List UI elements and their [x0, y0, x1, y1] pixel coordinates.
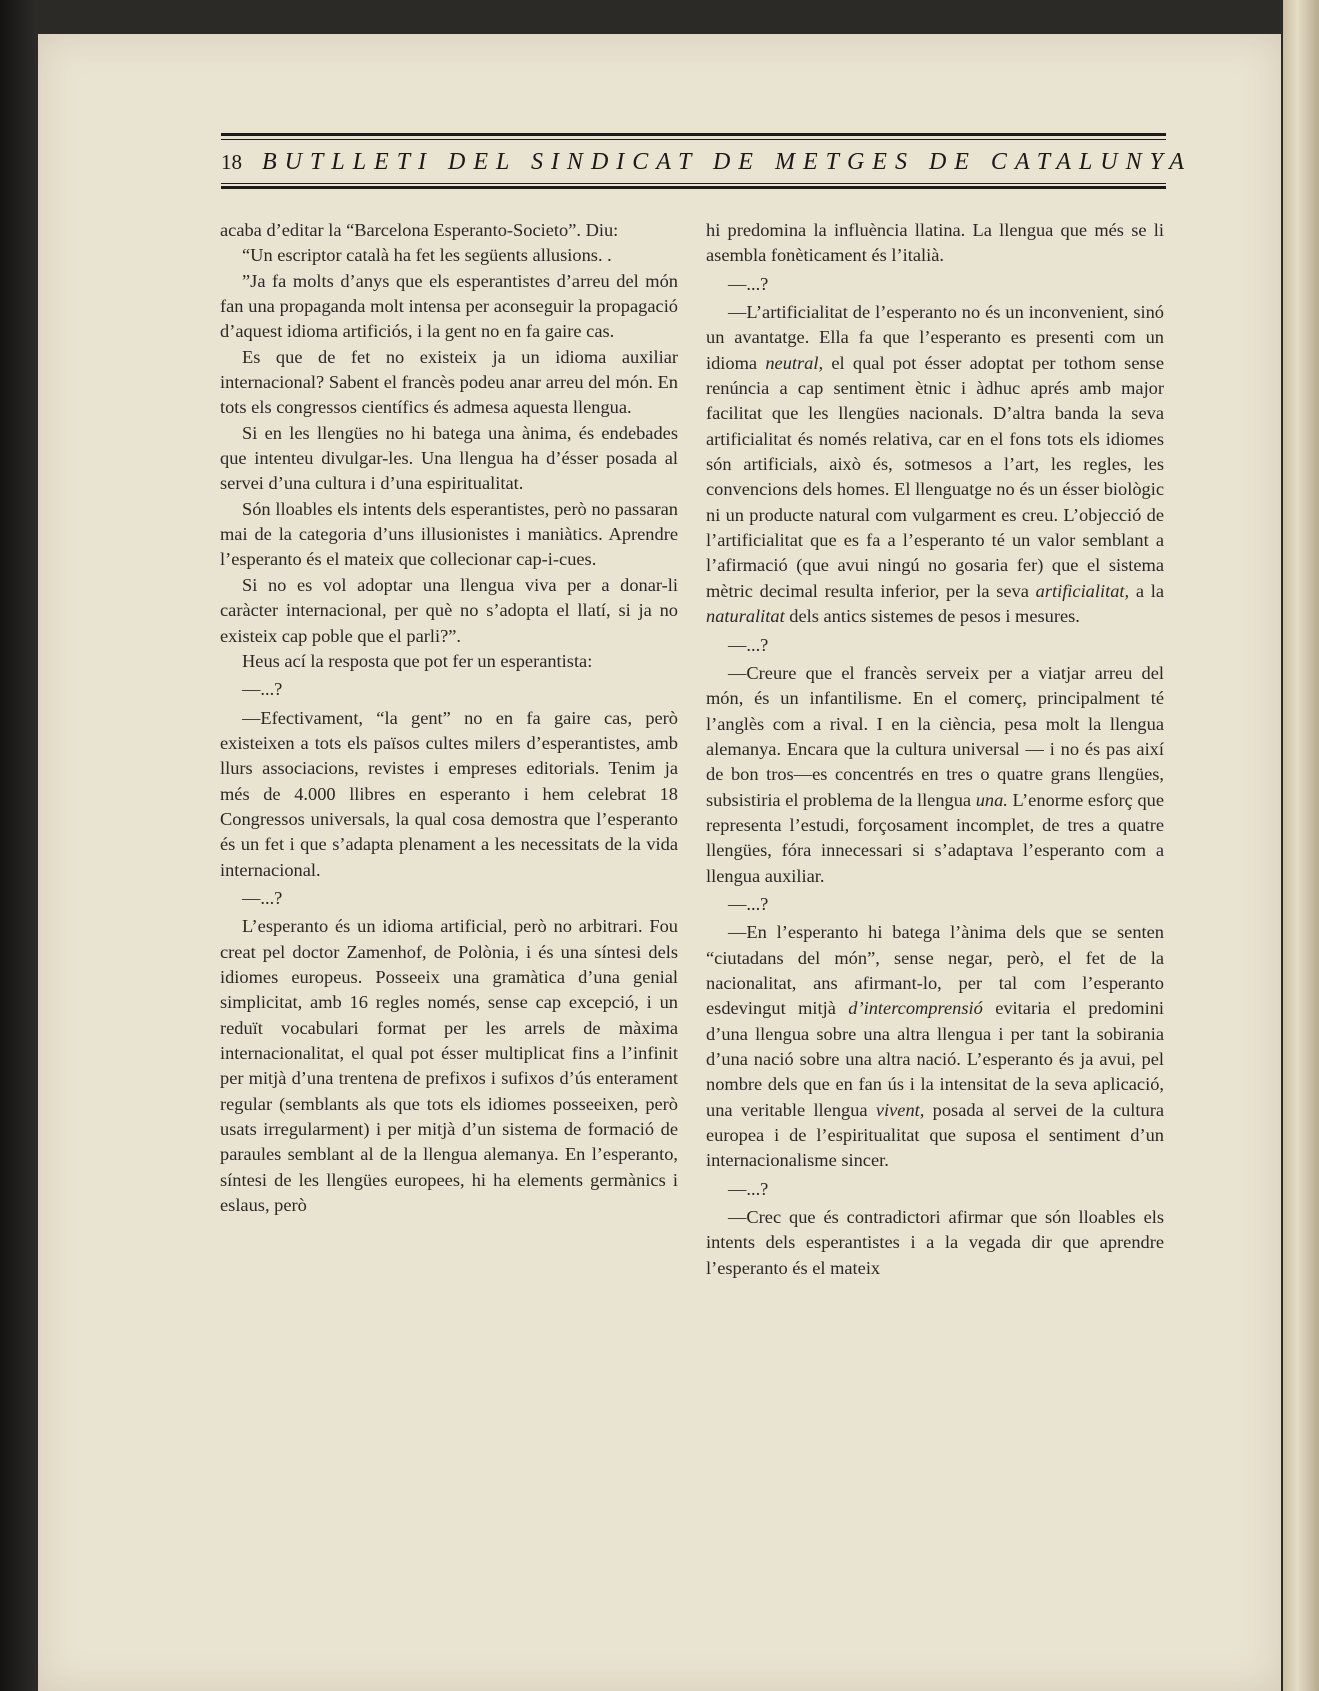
text-run: —Creure que el francès serveix per a viatjar arreu del món, és un infantilisme. En el comerç, principalment té l’anglès com a rival. I en la ciència, pesa molt la llengua alemanya. Encara que la cultura universal — i no és pas així de bon tros—es concentrés en tres o quatre grans llengües, subsistiria el problema de la llengua: [706, 662, 1164, 810]
scan-edge-right: [1283, 0, 1319, 1691]
question-marker: —...?: [242, 679, 283, 700]
paragraph: Heus ací la resposta que pot fer un esperantista:: [242, 650, 593, 671]
question-marker: —...?: [728, 634, 769, 655]
italic-term: artificialitat,: [1035, 580, 1130, 601]
page-number: 18: [221, 149, 242, 174]
question-marker: —...?: [728, 893, 769, 914]
answer-paragraph: [706, 300, 1164, 629]
question-marker: —...?: [728, 1178, 769, 1199]
quote-paragraph: ”Ja fa molts d’anys que els esperantistes d’arreu del món fan una propaganda molt intensa per aconseguir la propagació d’aquest idioma artificiós, i la gent no en fa gaire cas.: [220, 270, 678, 342]
header-rule-top-thin: [221, 139, 1166, 140]
italic-term: d’intercomprensió: [848, 998, 983, 1019]
page-header: [221, 133, 1192, 189]
quote-paragraph: Són lloables els intents dels esperantistes, però no passaran mai de la categoria d’uns illusionistes i maniàtics. Aprendre l’esperanto és el mateix que collecionar cap-i-cues.: [220, 498, 678, 570]
text-run: —L’artificialitat de l’esperanto no és un inconvenient, sinó un avantatge. Ella fa que l’esperanto es presenti com un idioma: [706, 302, 1164, 373]
question-marker: —...?: [728, 273, 769, 294]
paragraph: acaba d’editar la “Barcelona Esperanto-Societo”. Diu:: [220, 220, 619, 240]
text-run: el qual pot ésser adoptat per tothom sense renúncia a cap sentiment ètnic i àdhuc aprés amb major facilitat que les llengües nacionals. D’altra banda la seva artificialitat és només relativa, car en el fons tots els idiomes són artificials, això és, sotmesos a l’art, les regles, les convencions dels homes. El llenguatge no és un ésser biològic ni un producte natural com vulgarment es creu. L’objecció de l’artificialitat que es fa a l’esperanto té un valor semblant a l’afirmació (que avui ningú no gosaria fer) que el sistema mètric decimal resulta inferior, per la seva: [706, 352, 1164, 601]
answer-paragraph: —Efectivament, “la gent” no en fa gaire cas, però existeixen a tots els països cultes milers d’esperantistes, amb llurs associacions, revistes i empreses editorials. Tenim ja més de 4.000 llibres en esperanto i hem celebrat 18 Congressos universals, la qual cosa demostra que l’esperanto és un fet i que s’adapta plenament a les necessitats de la vida internacional.: [220, 707, 678, 880]
text-run: dels antics sistemes de pesos i mesures.: [784, 606, 1080, 627]
header-row: [221, 147, 1192, 177]
italic-term: neutral,: [765, 352, 824, 373]
text-run: —En l’esperanto hi batega l’ànima dels que se senten “ciutadans del món”, sense negar, però, el fet de la nacionalitat, ans afirmant-lo, per tal com l’esperanto esdevingut mitjà: [706, 922, 1164, 1019]
text-run: L’enorme esforç que representa l’estudi, forçosament incomplet, de tres a quatre llengües, fóra innecessari si s’adaptava l’esperanto com a llengua auxiliar.: [706, 789, 1164, 886]
text-run: posada al servei de la cultura europea i de l’espiritualitat que suposa el sentiment d’un internacionalisme sincer.: [706, 1099, 1165, 1171]
header-rule-top-thick: [221, 133, 1166, 136]
quote-paragraph: Si en les llengües no hi batega una ànima, és endebades que intenteu divulgar-les. Una llengua ha d’ésser posada al servei d’una cultura i d’una espiritualitat.: [220, 422, 678, 494]
scan-edge-left: [0, 0, 38, 1691]
paragraph: hi predomina la influència llatina. La llengua que més se li asembla fonèticament és l’italià.: [706, 220, 1164, 266]
quote-paragraph: Es que de fet no existeix ja un idioma auxiliar internacional? Sabent el francès podeu anar arreu del món. En tots els congressos científics és admesa aquesta llengua.: [220, 346, 678, 418]
answer-paragraph: [706, 661, 1164, 889]
text-run: a la: [1129, 580, 1164, 601]
quote-paragraph: Si no es vol adoptar una llengua viva per a donar-li caràcter internacional, per què no s’adopta el llatí, si ja no existeix cap poble que el parli?”.: [220, 574, 678, 646]
answer-paragraph: [706, 920, 1164, 1173]
header-rule-bottom-thick: [221, 186, 1166, 189]
italic-term: una.: [975, 789, 1008, 810]
italic-term: vivent,: [875, 1099, 925, 1120]
quote-paragraph: “Un escriptor català ha fet les següents allusions. .: [242, 245, 612, 266]
answer-paragraph: —Crec que és contradictori afirmar que són lloables els intents dels esperantistes i a la vegada dir que aprendre l’esperanto és el mateix: [706, 1207, 1164, 1278]
italic-term: naturalitat: [706, 606, 785, 627]
right-column: [706, 218, 1164, 1281]
left-column: [220, 218, 678, 1218]
journal-title: BUTLLETI DEL SINDICAT DE METGES DE CATALUNYA: [262, 148, 1192, 175]
question-marker: —...?: [242, 887, 283, 908]
text-run: evitaria el predomini d’una llengua sobre una altra llengua i per tant la sobirania d’una nació sobre una altra nació. L’esperanto és ja avui, pel nombre dels que en fan ús i la intensitat de la seva aplicació, una veritable llengua: [706, 998, 1165, 1120]
header-rule-bottom-thin: [221, 183, 1166, 184]
answer-paragraph: L’esperanto és un idioma artificial, però no arbitrari. Fou creat pel doctor Zamenhof, de Polònia, i és una síntesi dels idiomes europeus. Posseeix una gramàtica d’una genial simplicitat, amb 16 regles només, sense cap excepció, i un reduït vocabulari format per les arrels de màxima internacionalitat, el qual pot ésser multiplicat fins a l’infinit per mitjà d’una trentena de prefixos i sufixos d’ús enterament regular (semblants als que tots els idiomes posseeixen, però usats irregularment) i per mitjà d’un sistema de formació de paraules semblant al de la llengua alemanya. En l’esperanto, síntesi de les llengües europees, hi ha elements germànics i eslaus, però: [220, 916, 678, 1216]
